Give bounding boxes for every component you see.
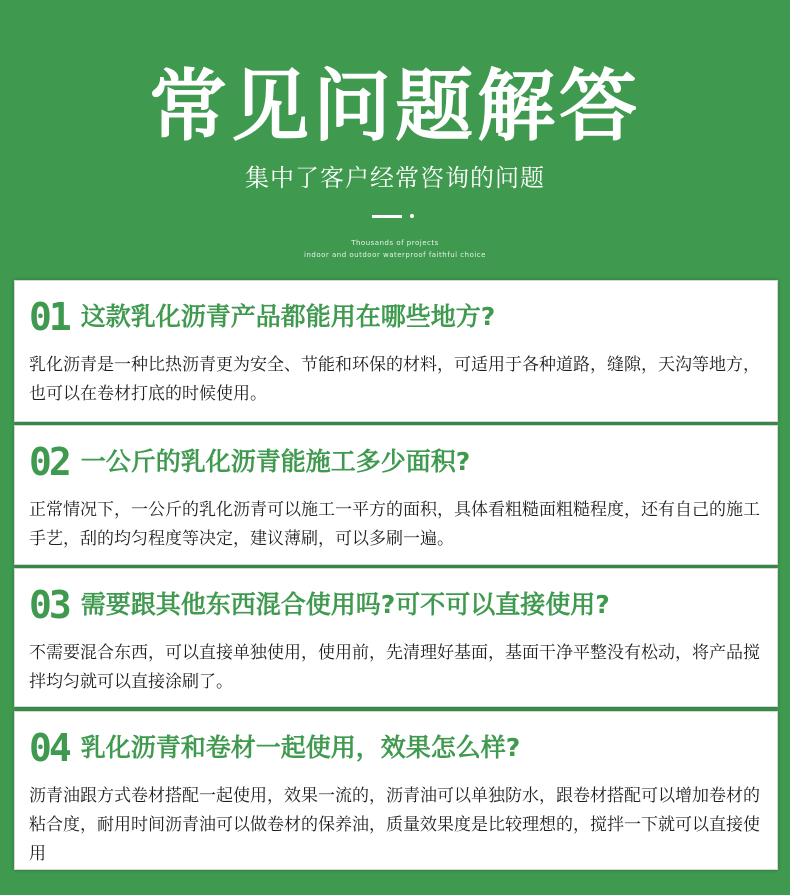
faq-question: 乳化沥青和卷材一起使用，效果怎么样? [80,733,521,762]
faq-number: 04 [29,726,69,770]
faq-question: 一公斤的乳化沥青能施工多少面积? [80,447,471,476]
page-subtitle: 集中了客户经常咨询的问题 [245,164,545,192]
tagline-line-1: Thousands of projects [351,239,439,247]
faq-card-3 [14,568,778,707]
faq-question-row [29,583,767,627]
faq-card-2 [14,425,778,565]
tagline-line-2: indoor and outdoor waterproof faithful choice [304,251,486,259]
faq-question: 这款乳化沥青产品都能用在哪些地方? [80,302,496,331]
decorative-dot [410,214,414,218]
faq-number: 01 [29,295,69,339]
faq-answer: 乳化沥青是一种比热沥青更为安全、节能和环保的材料，可适用于各种道路，缝隙，天沟等地方，也可以在卷材打底的时候使用。 [29,355,760,404]
faq-card-4 [14,711,778,870]
faq-answer: 不需要混合东西，可以直接单独使用，使用前，先清理好基面，基面干净平整没有松动，将产品搅拌均匀就可以直接涂刷了。 [29,643,760,692]
faq-question-row [29,726,767,770]
faq-question: 需要跟其他东西混合使用吗?可不可以直接使用? [80,590,610,619]
page-header [0,0,790,275]
faq-number: 02 [29,440,69,484]
decorative-dash [372,215,402,218]
faq-number: 03 [29,583,69,627]
faq-answer: 正常情况下，一公斤的乳化沥青可以施工一平方的面积，具体看粗糙面粗糙程度，还有自己的施工手艺，刮的均匀程度等决定，建议薄刷，可以多刷一遍。 [29,500,760,549]
faq-card-1 [14,280,778,422]
faq-question-row [29,440,767,484]
faq-question-row [29,295,767,339]
faq-answer: 沥青油跟方式卷材搭配一起使用，效果一流的，沥青油可以单独防水，跟卷材搭配可以增加卷材的粘合度，耐用时间沥青油可以做卷材的保养油，质量效果度是比较理想的，搅拌一下就可以直接使用 [29,786,760,864]
page-title: 常见问题解答 [148,62,641,152]
